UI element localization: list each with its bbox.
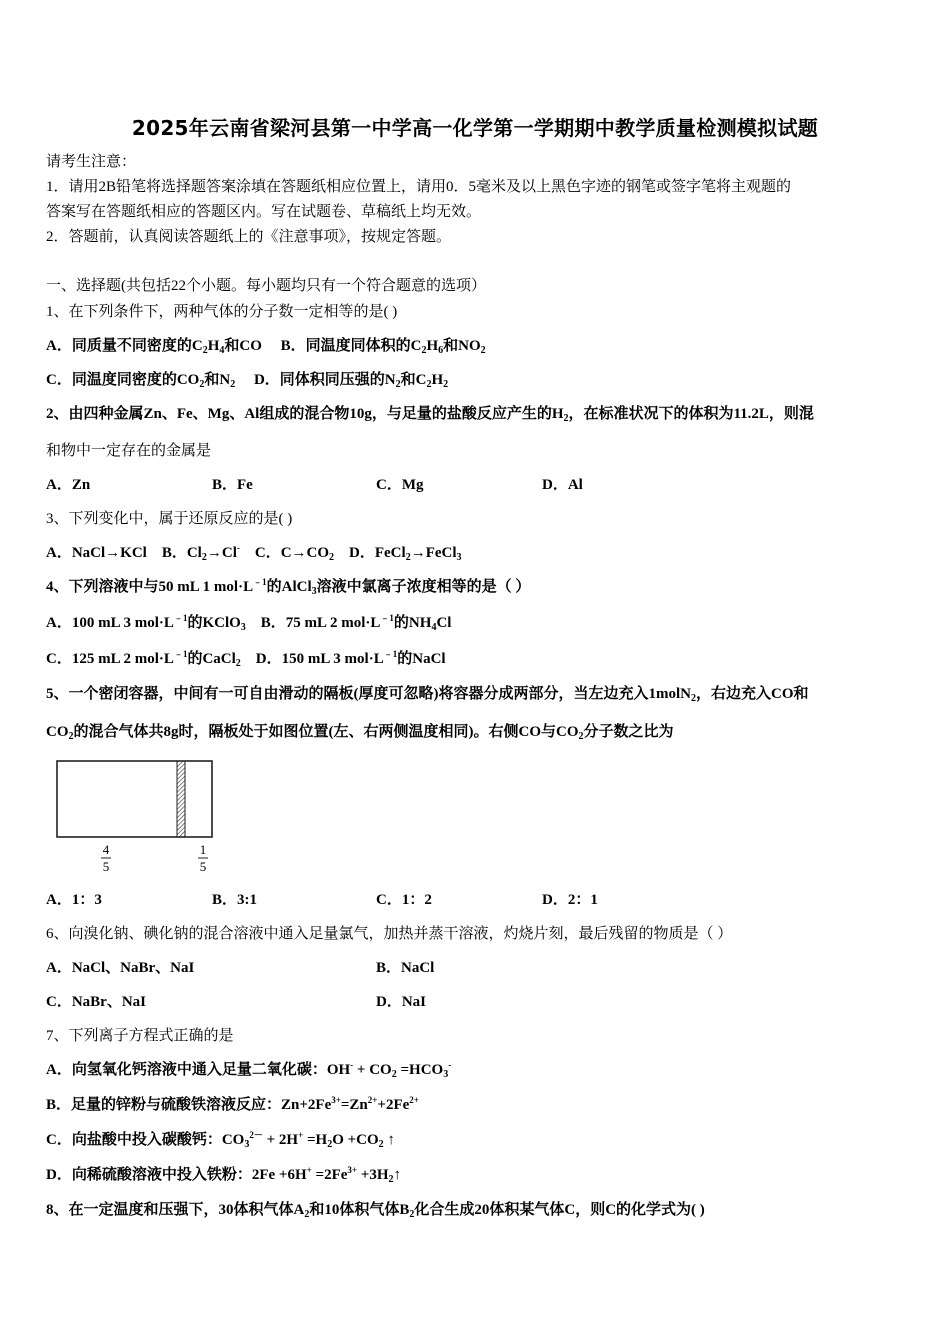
- question-4-options-ab: [46, 613, 451, 633]
- q5-option-c: C．1：2: [376, 892, 432, 908]
- question-5-stem-line1: 5、一个密闭容器，中间有一可自由滑动的隔板(厚度可忽略)将容器分成两部分，当左边充入1molN$_2$，右边充入CO和: [46, 686, 809, 704]
- question-3-stem: 3、下列变化中，属于还原反应的是( ): [46, 511, 293, 527]
- q4-option-b: B．75 mL 2 $mol\cdot L^{﹣1}$的$NH_4Cl$: [260, 613, 452, 633]
- q2-option-c: C．Mg: [376, 477, 424, 493]
- page-title: 2025年云南省梁河县第一中学高一化学第一学期期中教学质量检测模拟试题: [131, 116, 819, 140]
- q6-option-a: A．NaCl、NaBr、NaI: [46, 960, 195, 976]
- notice-heading: 请考生注意：: [46, 154, 137, 170]
- question-2-stem-line1: 2、由四种金属Zn、Fe、Mg、Al组成的混合物10g，与足量的盐酸反应产生的$H_2$，在标准状况下的体积为11.2L，则混: [46, 406, 814, 424]
- question-2-stem-line2: 和物中一定存在的金属是: [46, 443, 212, 459]
- question-8-stem: 8、在一定温度和压强下，30体积气体$A_2$和10体积气体$B_2$化合生成20体积某气体C，则C的化学式为( ): [46, 1202, 705, 1220]
- q6-option-d: D．NaI: [376, 994, 427, 1010]
- question-5-stem-line2: $CO_2$的混合气体共8g时，隔板处于如图位置(左、右两侧温度相同)。右侧CO与$CO_2$分子数之比为: [46, 724, 674, 742]
- question-7-stem: 7、下列离子方程式正确的是: [46, 1028, 234, 1044]
- q1-option-b: B．同温度同体积的$C_2H_6$和$NO_2$: [280, 338, 486, 356]
- left-fraction-denominator: 5: [102, 859, 110, 874]
- q7-option-d: D．向稀硫酸溶液中投入铁粉：$2Fe +6H^+ =2Fe^{3+}$ $+3H_2↑$: [46, 1165, 401, 1185]
- q2-option-d: D．Al: [542, 477, 583, 493]
- question-1-options-ab: [46, 336, 486, 356]
- notice-item-1a: 1．请用2B铅笔将选择题答案涂填在答题纸相应位置上，请用0．5毫米及以上黑色字迹的钢笔或签字笔将主观题的: [46, 179, 792, 195]
- q4-option-c: C．125 mL 2 $mol\cdot L^{﹣1}$的CaCl$_2$: [46, 649, 241, 669]
- right-fraction-denominator: 5: [199, 859, 207, 874]
- container-diagram: [54, 758, 224, 881]
- q1-option-d: D．同体积同压强的$N_2$和$C_2H_2$: [253, 372, 449, 390]
- partition: [177, 761, 185, 837]
- right-fraction-numerator: 1: [199, 842, 207, 857]
- q3-option-d: D．FeCl$_2$→FeCl$_3$: [349, 545, 462, 563]
- q6-option-b: B．NaCl: [376, 960, 435, 976]
- q2-option-b: B．Fe: [212, 477, 253, 493]
- q4-option-d: D．150 mL 3 $mol\cdot L^{﹣1}$的NaCl: [255, 649, 446, 667]
- q7-option-b: B．足量的锌粉与硫酸铁溶液反应：$Zn+2Fe^{3+}=Zn^{2+}+2Fe^{2+}$: [46, 1095, 419, 1113]
- question-1-options-cd: [46, 370, 448, 390]
- section-heading: 一、选择题(共包括22个小题。每小题均只有一个符合题意的选项）: [46, 278, 486, 294]
- q2-option-a: A．Zn: [46, 477, 91, 493]
- q5-option-b: B．3:1: [212, 892, 258, 908]
- q3-option-a: A．NaCl→KCl: [46, 545, 147, 561]
- left-fraction-numerator: 4: [102, 842, 110, 857]
- question-4-options-cd: [46, 649, 446, 669]
- question-6-stem: 6、向溴化钠、碘化钠的混合溶液中通入足量氯气，加热并蒸干溶液，灼烧片刻，最后残留的物质是（ ）: [46, 926, 733, 942]
- notice-item-1b: 答案写在答题纸相应的答题区内。写在试题卷、草稿纸上均无效。: [46, 204, 482, 220]
- q1-option-a: A．同质量不同密度的$C_2H_4$和CO: [46, 338, 262, 356]
- question-3-options: [46, 543, 462, 563]
- container-box: [57, 761, 212, 837]
- notice-item-2: 2．答题前，认真阅读答题纸上的《注意事项》，按规定答题。: [46, 229, 452, 245]
- q6-option-c: C．NaBr、NaI: [46, 994, 146, 1010]
- q3-option-c: C．$C\to CO_2$: [254, 545, 335, 563]
- q1-option-c: C．同温度同密度的$CO_2$和$N_2$: [46, 372, 236, 390]
- q5-option-d: D．2：1: [542, 892, 598, 908]
- q7-option-a: A．向氢氧化钙溶液中通入足量二氧化碳：$OH^- + CO_2 =HCO_3^-$: [46, 1060, 452, 1080]
- container-svg: [54, 758, 224, 876]
- q4-option-a: A．100 mL 3 $mol\cdot L^{﹣1}$的KClO$_3$: [46, 613, 246, 633]
- question-4-stem: 4、下列溶液中与50 mL 1 $mol\cdot L^{﹣1}$的AlCl$_3$溶液中氯离子浓度相等的是（ ）: [46, 577, 531, 597]
- question-1-stem: 1、在下列条件下，两种气体的分子数一定相等的是( ): [46, 304, 398, 320]
- q3-option-b: B．$Cl_2\to Cl^-$: [161, 543, 240, 563]
- q5-option-a: A．1：3: [46, 892, 102, 908]
- q7-option-c: C．向盐酸中投入碳酸钙：$CO_3^{2-} + 2H^+ =H_2O +CO_2$ ↑: [46, 1130, 395, 1150]
